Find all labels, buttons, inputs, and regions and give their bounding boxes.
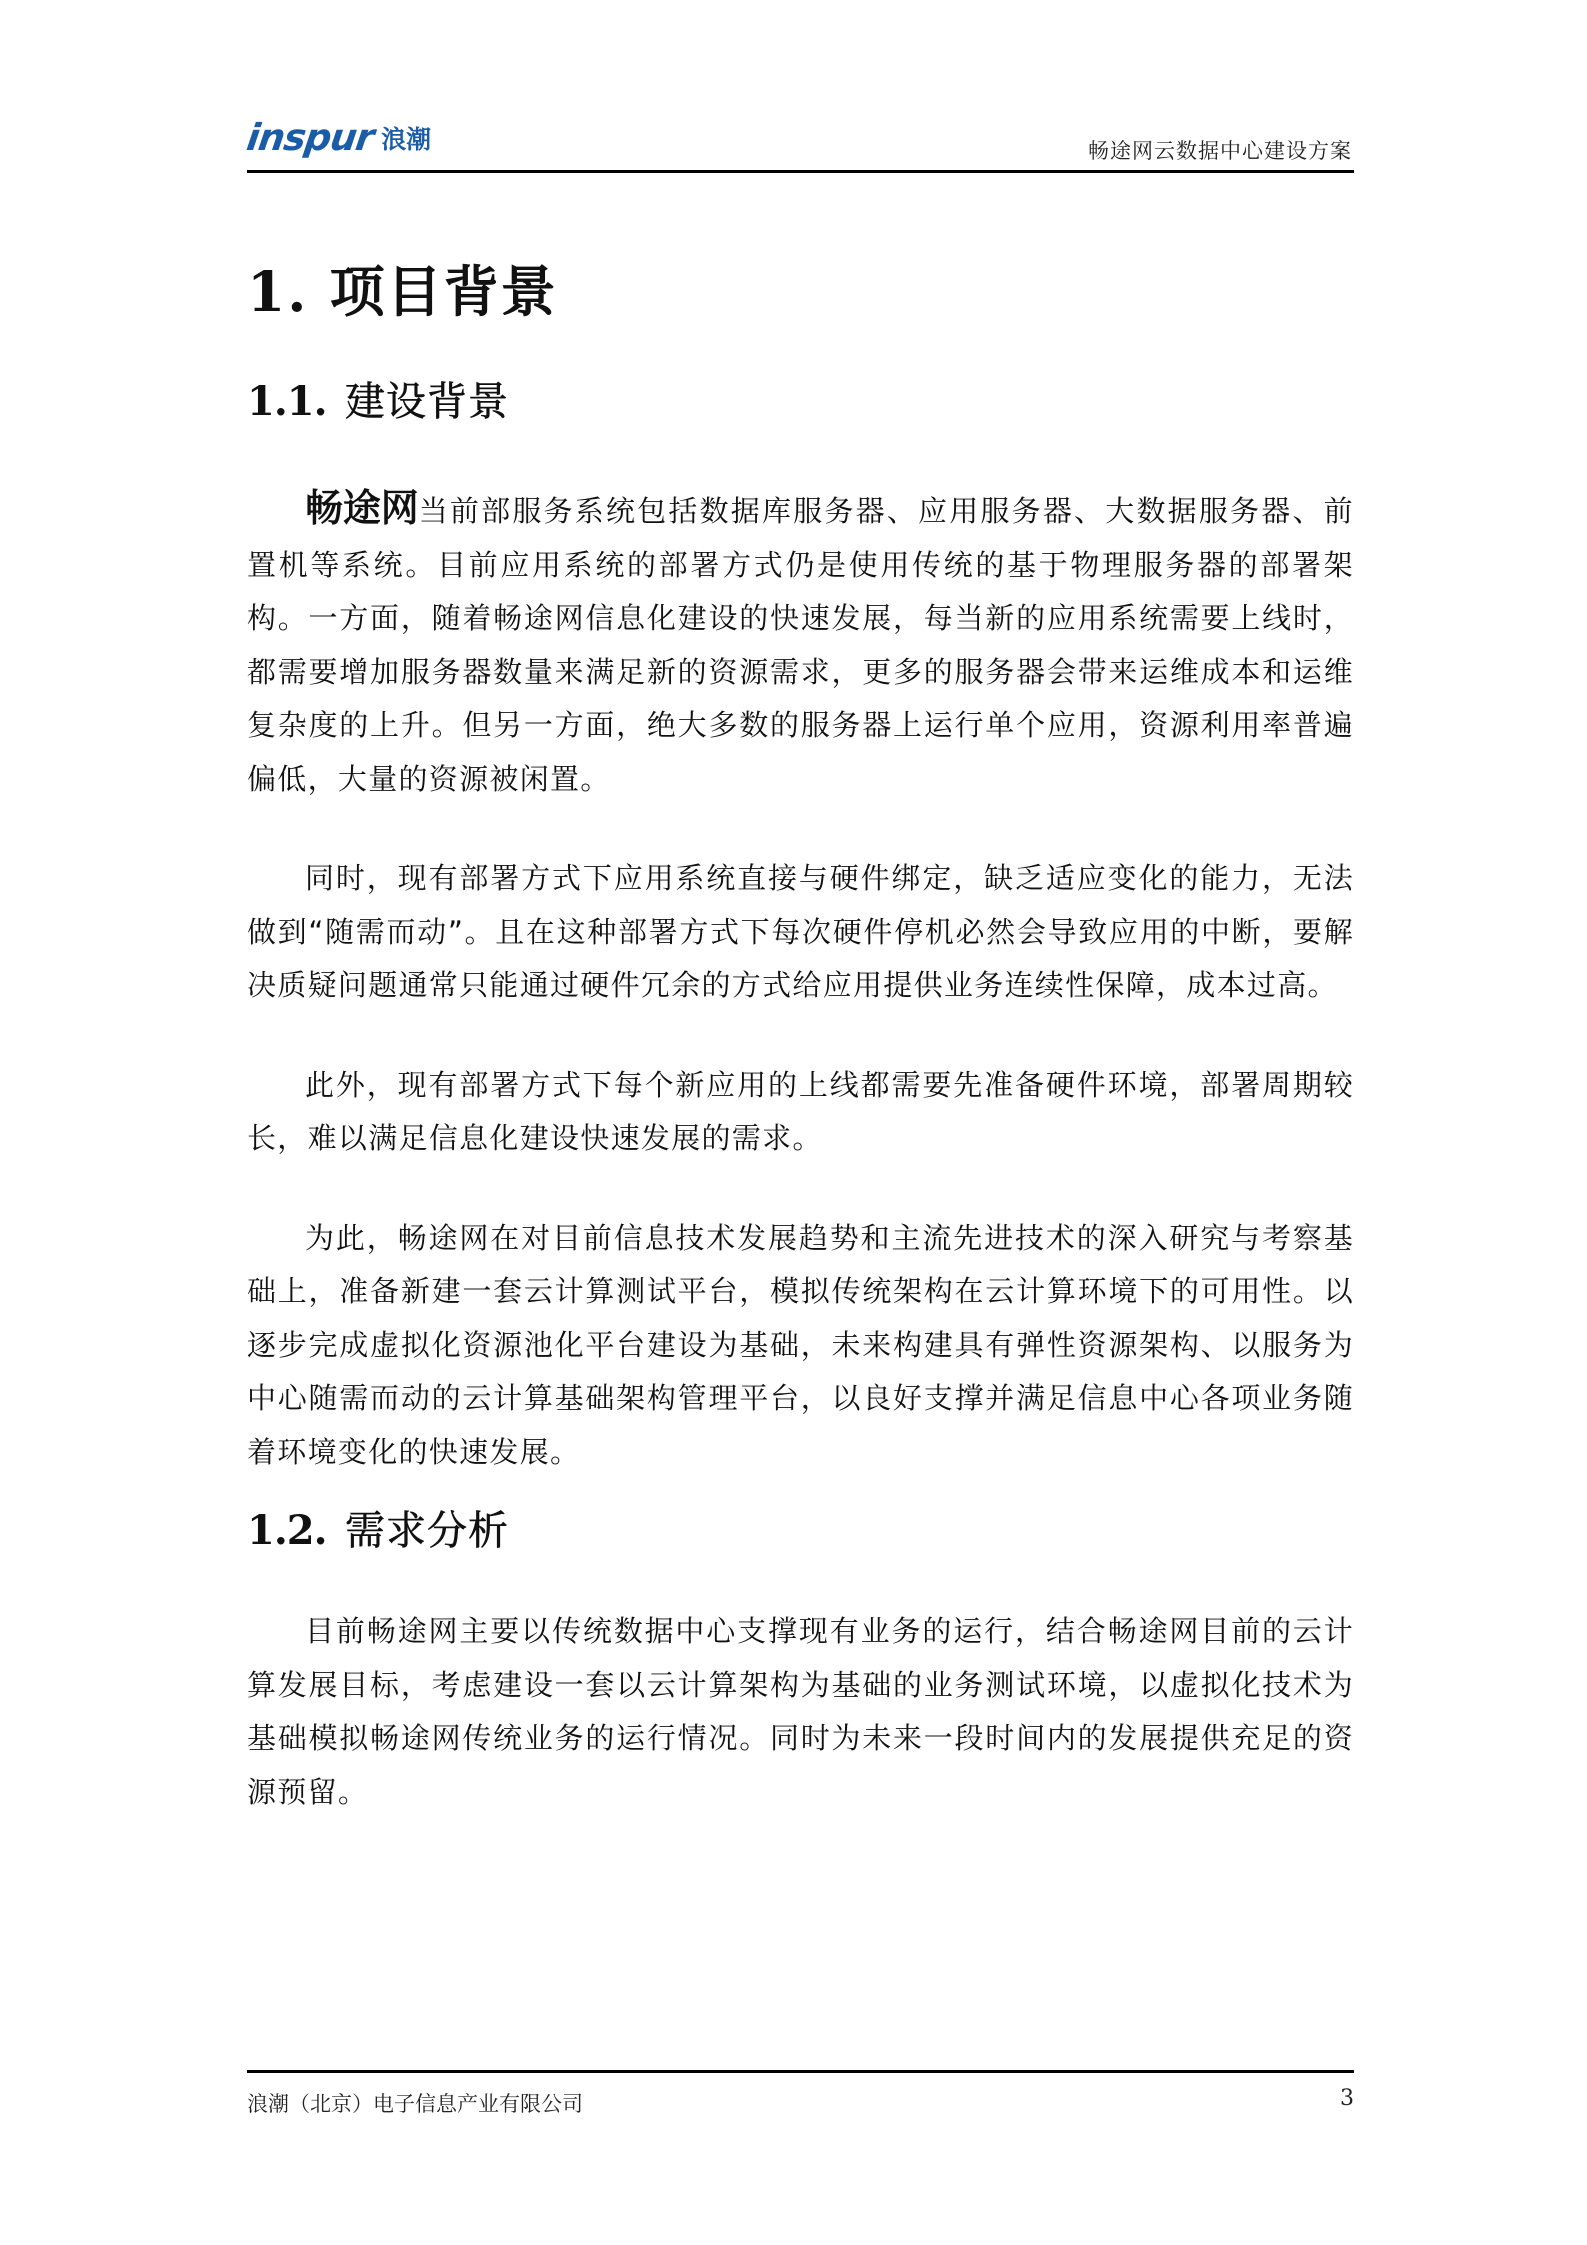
page-header (244, 112, 1354, 172)
page-content (247, 230, 1354, 1819)
section-number: 1.2. (247, 1507, 327, 1554)
footer-divider (247, 2070, 1354, 2073)
header-divider (247, 170, 1354, 173)
page-number: 3 (1340, 2086, 1354, 2111)
section-heading-1-1 (247, 372, 1354, 432)
footer-company: 浪潮（北京）电子信息产业有限公司 (247, 2092, 583, 2116)
paragraph-text: 当前部服务系统包括数据库服务器、应用服务器、大数据服务器、前置机等系统。目前应用系统的部署方式仍是使用传统的基于物理服务器的部署架构。一方面，随着畅途网信息化建设的快速发展，每当新的应用系统需要上线时，都需要增加服务器数量来满足新的资源需求，更多的服务器会带来运维成本和运维复杂度的上升。但另一方面，绝大多数的服务器上运行单个应用，资源利用率普遍偏低，大量的资源被闲置。 (247, 494, 1354, 796)
paragraph: 目前畅途网主要以传统数据中心支撑现有业务的运行，结合畅途网目前的云计算发展目标，考虑建设一套以云计算架构为基础的业务测试环境，以虚拟化技术为基础模拟畅途网传统业务的运行情况。同时为未来一段时间内的发展提供充足的资源预留。 (247, 1614, 1354, 1809)
logo-latin-text: inspur (244, 116, 377, 159)
section-number: 1.1. (247, 378, 327, 425)
chapter-heading: 1. 项目背景 (247, 259, 558, 324)
section-title: 建设背景 (345, 379, 509, 425)
paragraph: 同时，现有部署方式下应用系统直接与硬件绑定，缺乏适应变化的能力，无法做到“随需而动”。且在这种部署方式下每次硬件停机必然会导致应用的中断，要解决质疑问题通常只能通过硬件冗余的方式给应用提供业务连续性保障，成本过高。 (247, 861, 1354, 1002)
section-heading-1-2 (247, 1501, 1354, 1561)
paragraph: 此外，现有部署方式下每个新应用的上线都需要先准备硬件环境，部署周期较长，难以满足信息化建设快速发展的需求。 (247, 1067, 1354, 1155)
paragraph: 为此，畅途网在对目前信息技术发展趋势和主流先进技术的深入研究与考察基础上，准备新建一套云计算测试平台，模拟传统架构在云计算环境下的可用性。以逐步完成虚拟化资源池化平台建设为基础，未来构建具有弹性资源架构、以服务为中心随需而动的云计算基础架构管理平台，以良好支撑并满足信息中心各项业务随着环境变化的快速发展。 (247, 1220, 1354, 1469)
brand-name-bold: 畅途网 (305, 486, 419, 530)
inspur-logo (244, 116, 432, 159)
logo-cjk-text: 浪潮 (381, 125, 432, 154)
section-title: 需求分析 (345, 1508, 509, 1554)
paragraph (247, 482, 1354, 806)
document-title: 畅途网云数据中心建设方案 (1088, 139, 1352, 163)
